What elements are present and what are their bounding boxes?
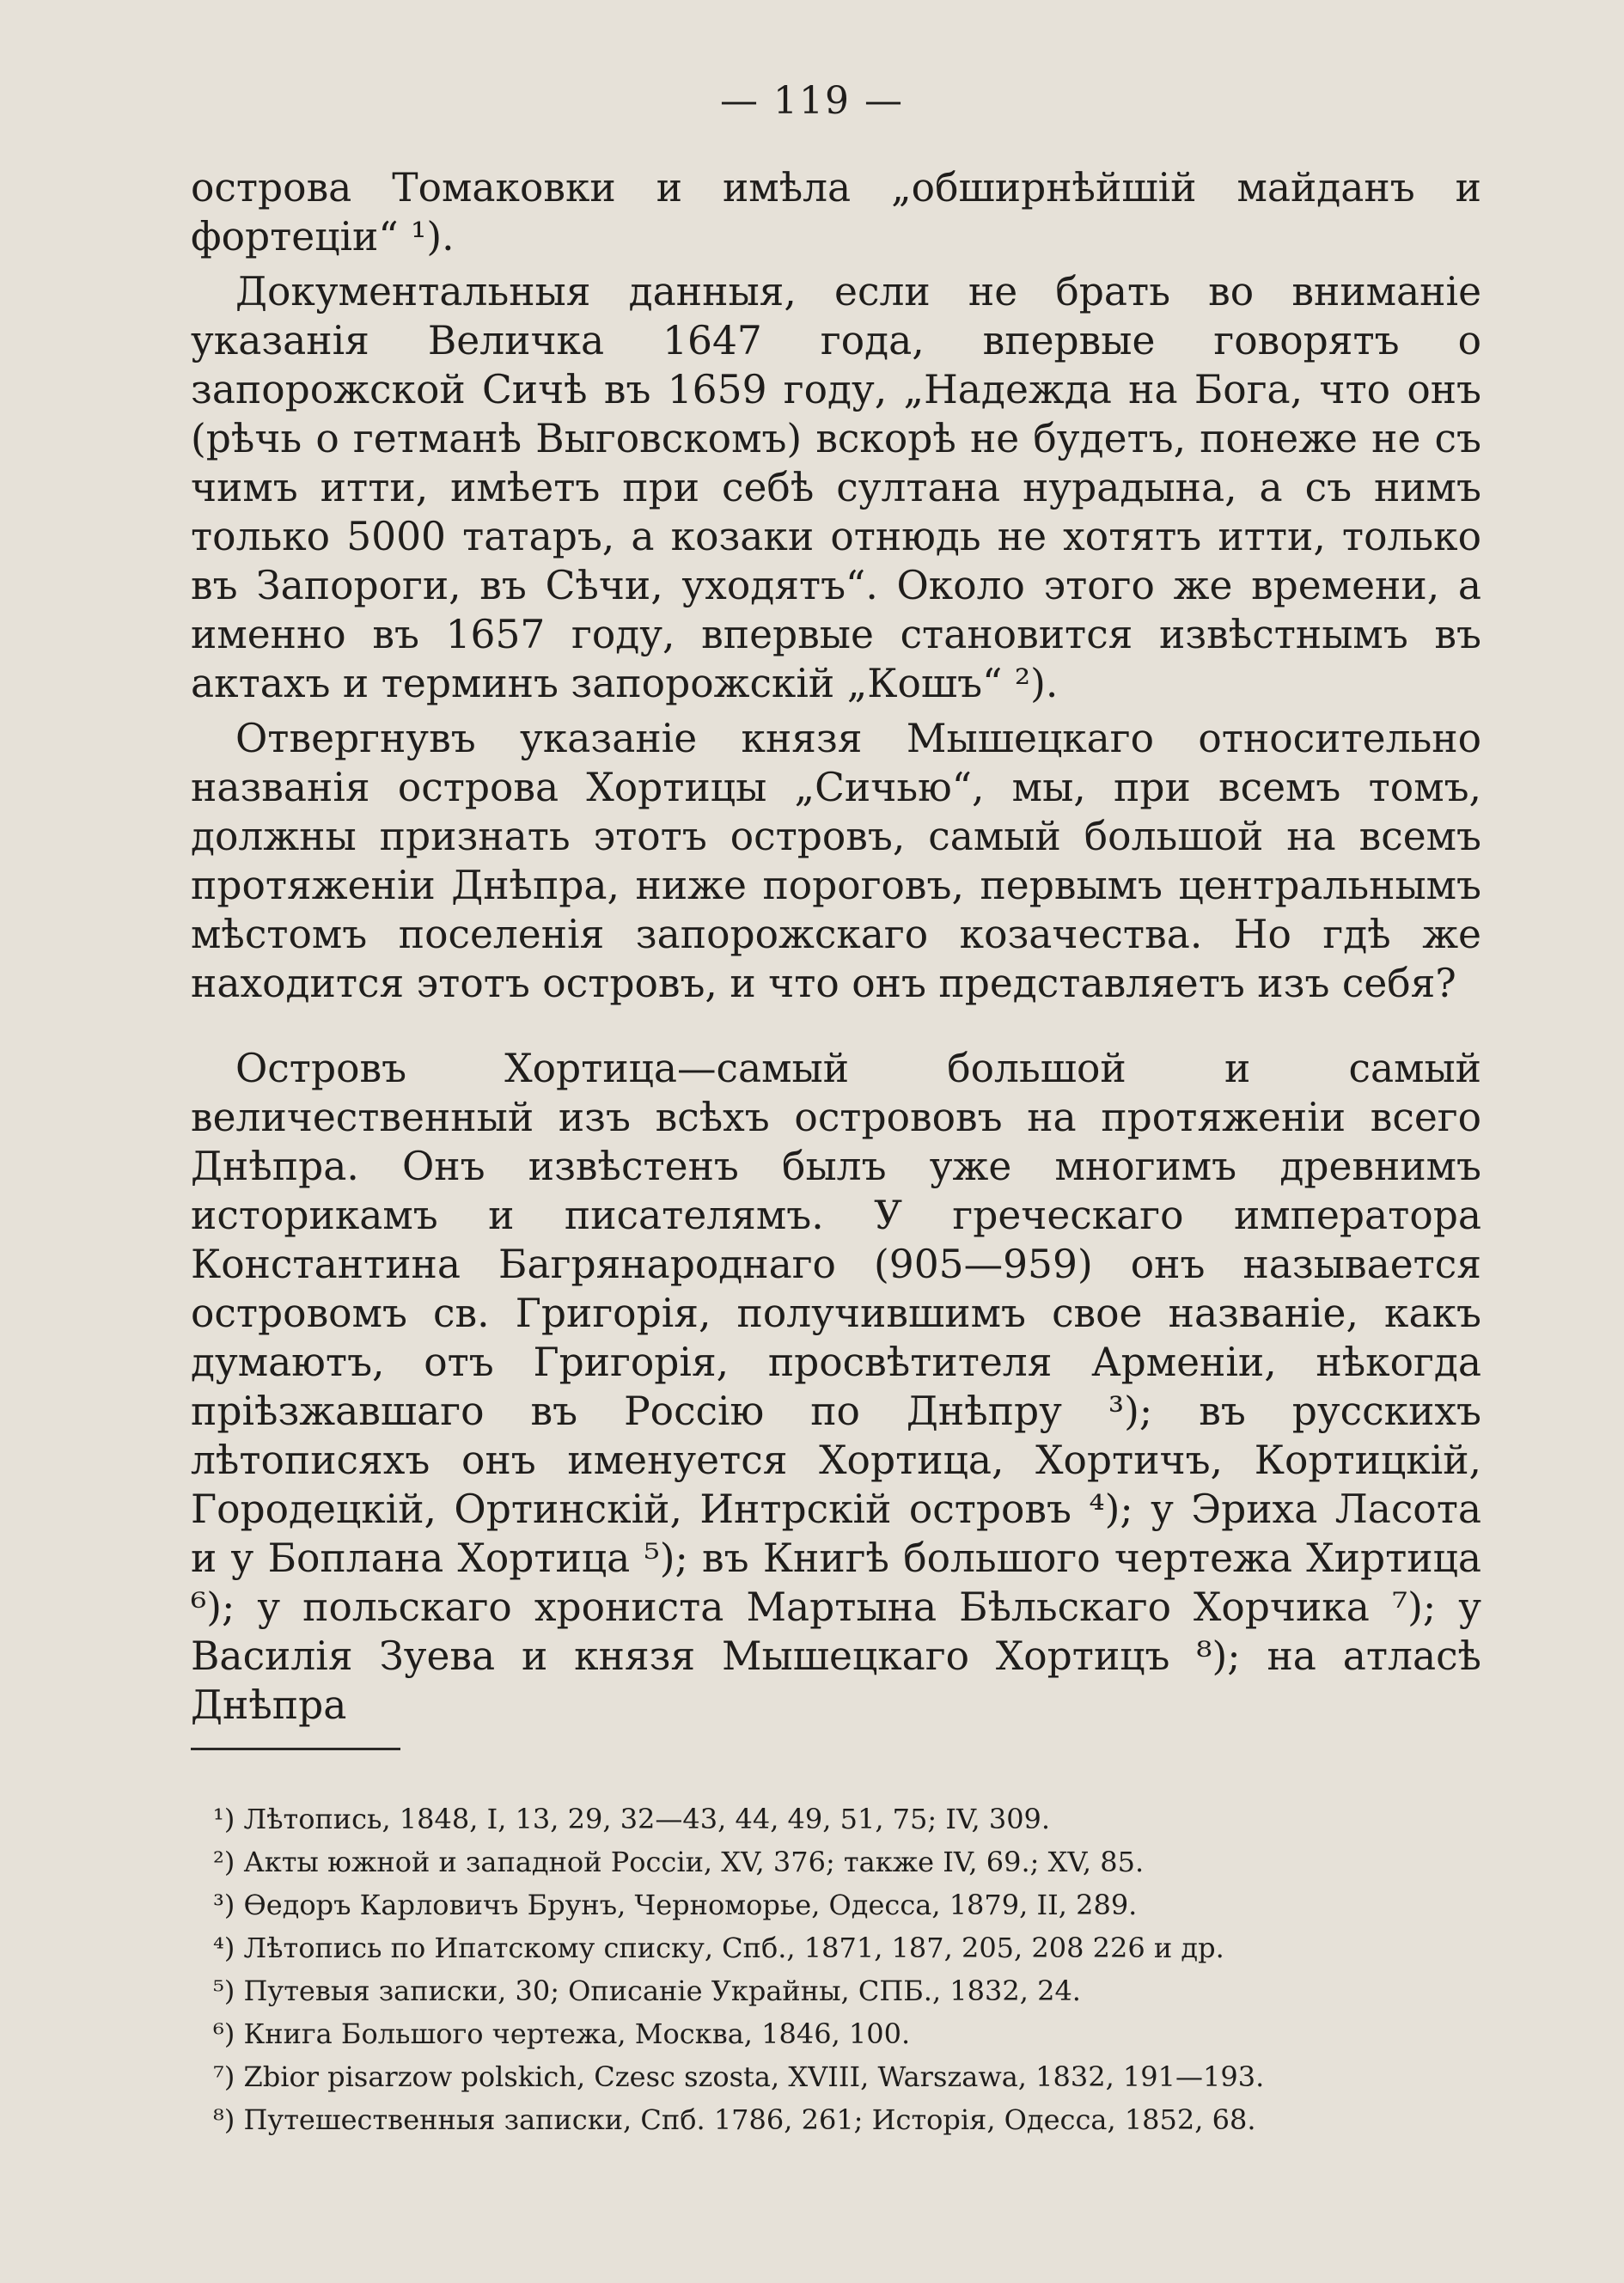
footnote-2: ²) Акты южной и западной Россіи, XV, 376; также IV, 69.; XV, 85. <box>213 1846 1145 1878</box>
footnote-4: ⁴) Лѣтопись по Ипатскому списку, Спб., 1871, 187, 205, 208 226 и др. <box>213 1932 1224 1964</box>
footnote-7: ⁷) Zbior pisarzow polskich, Czesc szosta, XVIII, Warszawa, 1832, 191—193. <box>213 2060 1265 2093</box>
footnote-8: ⁸) Путешественныя записки, Спб. 1786, 261; Исторія, Одесса, 1852, 68. <box>213 2103 1256 2136</box>
footnotes <box>213 1798 1481 2141</box>
footnote-5: ⁵) Путевыя записки, 30; Описаніе Украйны, СПБ., 1832, 24. <box>213 1975 1081 2007</box>
paragraph-1: острова Томаковки и имѣла „обширнѣйшій майданъ и фортеціи“ ¹). <box>191 165 1481 259</box>
paragraph-4: Островъ Хортица—самый большой и самый величественный изъ всѣхъ острововъ на протяженіи всего Днѣпра. Онъ извѣстенъ былъ уже многимъ древнимъ историкамъ и писателямъ. У греческаго императора Константина Багрянароднаго (905—959) онъ называется островомъ св. Григорія, получившимъ свое названіе, какъ думаютъ, отъ Григорія, просвѣтителя Арменіи, нѣкогда пріѣзжавшаго въ Россію по Днѣпру ³); въ русскихъ лѣтописяхъ онъ именуется Хортица, Хортичъ, Кортицкій, Городецкій, Ортинскій, Интрскій островъ ⁴); у Эриха Ласота и у Боплана Хортица ⁵); въ Книгѣ большого чертежа Хиртица ⁶); у польскаго хрониста Мартына Бѣльскаго Хорчика ⁷); у Василія Зуева и князя Мышецкаго Хортицъ ⁸); на атласѣ Днѣпра <box>191 1046 1481 1728</box>
footnote-6: ⁶) Книга Большого чертежа, Москва, 1846, 100. <box>213 2017 911 2050</box>
paragraph-2: Документальныя данныя, если не брать во вниманіе указанія Величка 1647 года, впервые говорятъ о запорожской Сичѣ въ 1659 году, „Надежда на Бога, что онъ (рѣчь о гетманѣ Выговскомъ) вскорѣ не будетъ, понеже не съ чимъ итти, имѣетъ при себѣ султана нурадына, а съ нимъ только 5000 татаръ, а козаки отнюдь не хотятъ итти, только въ Запороги, въ Сѣчи, уходятъ“. Около этого же времени, а именно въ 1657 году, впервые становится извѣстнымъ въ актахъ и терминъ запорожскій „Кошъ“ ²). <box>191 269 1481 706</box>
main-text <box>191 163 1481 1730</box>
page-number: — 119 — <box>720 79 904 123</box>
footnote-divider <box>191 1748 400 1750</box>
footnote-3: ³) Ѳедоръ Карловичъ Брунъ, Черноморье, Одесса, 1879, II, 289. <box>213 1889 1138 1921</box>
footnote-1: ¹) Лѣтопись, 1848, I, 13, 29, 32—43, 44, 49, 51, 75; IV, 309. <box>213 1803 1051 1835</box>
paragraph-3: Отвергнувъ указаніе князя Мышецкаго относительно названія острова Хортицы „Сичью“, мы, при всемъ томъ, должны признать этотъ островъ, самый большой на всемъ протяженіи Днѣпра, ниже пороговъ, первымъ центральнымъ мѣстомъ поселенія запорожскаго козачества. Но гдѣ же находится этотъ островъ, и что онъ представляетъ изъ себя? <box>191 716 1481 1006</box>
